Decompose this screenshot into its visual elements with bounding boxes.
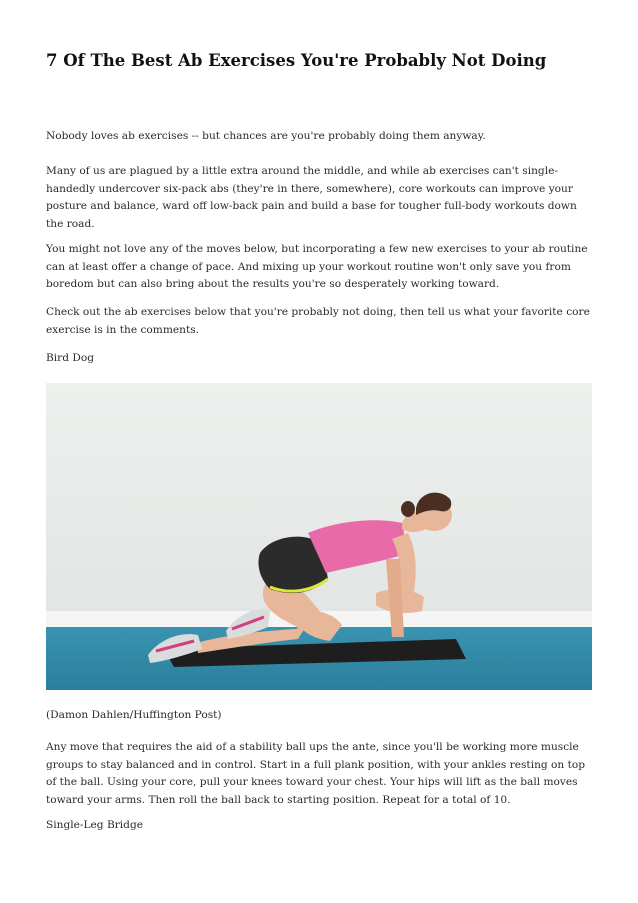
intro-paragraph: Nobody loves ab exercises -- but chances are you're probably doing them anyway. (46, 130, 486, 142)
photo-caption: (Damon Dahlen/Huffington Post) (46, 709, 222, 721)
body-paragraph-2: You might not love any of the moves below, but incorporating a few new exercises to your ab routine can at least offer a change of pace. And mixing up your workout routine won't only save you from boredom but can also bring about the results you're so desperately working toward. (46, 243, 588, 291)
body-paragraph-4: Any move that requires the aid of a stability ball ups the ante, since you'll be working more muscle groups to stay balanced and in control. Start in a full plank position, with your ankles resting on top of the ball. Using your core, pull your knees toward your chest. Your hips will lift as the ball moves toward your arms. Then roll the ball back to starting position. Repeat for a total of 10. (46, 741, 586, 806)
article-title: 7 Of The Best Ab Exercises You're Probably Not Doing (46, 51, 547, 70)
exercise-photo (46, 383, 592, 690)
hair-bun (401, 501, 415, 517)
body-paragraph-3: Check out the ab exercises below that you're probably not doing, then tell us what your favorite core exercise is in the comments. (46, 306, 590, 336)
section-heading-single-leg-bridge: Single-Leg Bridge (46, 819, 144, 831)
body-paragraph-1: Many of us are plagued by a little extra around the middle, and while ab exercises can't single-handedly undercover six-pack abs (they're in there, somewhere), core workouts can improve your posture and balance, ward off low-back pain and build a base for tougher full-body workouts down the road. (46, 165, 577, 230)
section-heading-bird-dog: Bird Dog (46, 352, 95, 364)
